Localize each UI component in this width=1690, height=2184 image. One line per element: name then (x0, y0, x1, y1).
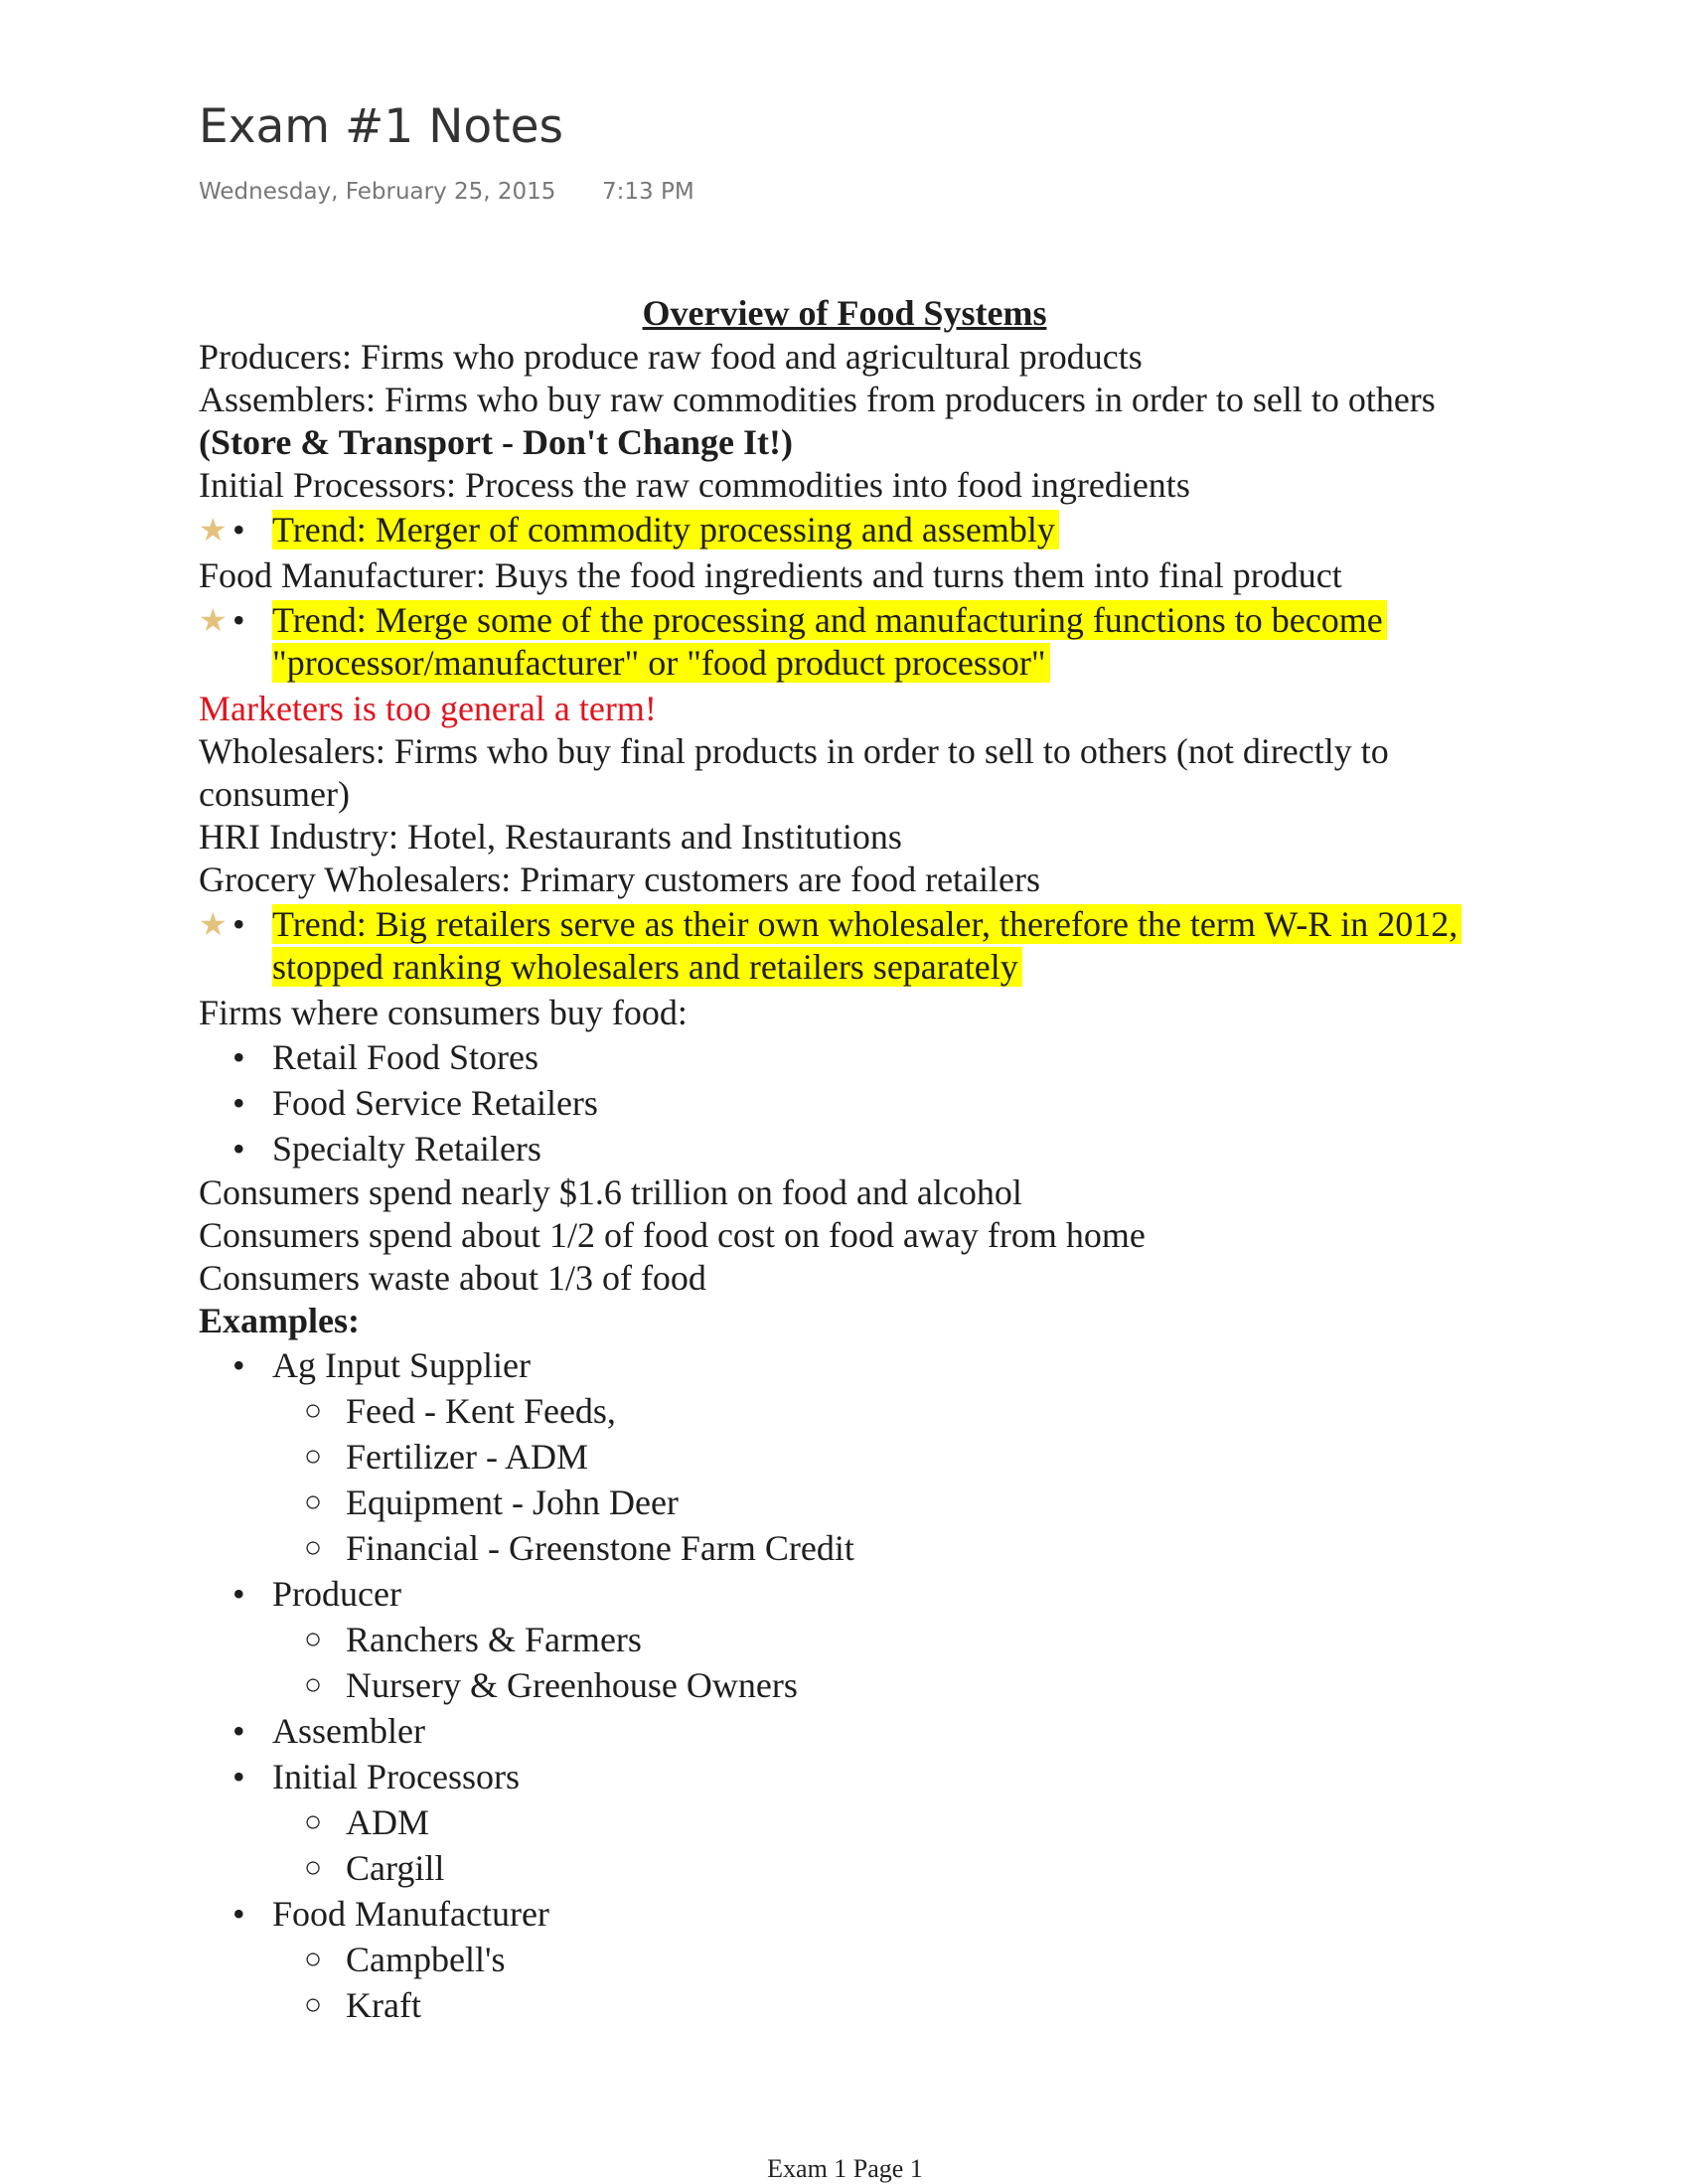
producers-line: Producers: Firms who produce raw food and agricultural products (199, 337, 1143, 377)
spend-line: Consumers spend nearly $1.6 trillion on food and alcohol (199, 1172, 1022, 1212)
firms-list (199, 1034, 1490, 1171)
list-item-label: Food Service Retailers (272, 1083, 598, 1123)
sub-list-item-label: Ranchers & Farmers (346, 1620, 642, 1659)
list-item-label: Ag Input Supplier (272, 1345, 531, 1385)
spend-line: Consumers spend about 1/2 of food cost on food away from home (199, 1215, 1146, 1255)
list-item (232, 1891, 1490, 2028)
circle-bullet-icon: ○ (304, 1531, 323, 1564)
star-icon: ★ (199, 601, 228, 639)
list-item (232, 1034, 1490, 1080)
wholesalers-line: Wholesalers: Firms who buy final products in order to sell to others (not directly to consumer) (199, 731, 1389, 814)
bullet-icon: • (232, 1574, 245, 1614)
list-item (232, 1754, 1490, 1891)
page-date: Wednesday, February 25, 2015 (199, 179, 556, 205)
trend-item (199, 903, 1490, 989)
trend-item (199, 599, 1490, 685)
hri-line: HRI Industry: Hotel, Restaurants and Institutions (199, 817, 902, 857)
circle-bullet-icon: ○ (304, 1943, 323, 1975)
list-item (232, 1571, 1490, 1708)
sub-list-item (304, 1662, 1490, 1708)
sub-list-item (304, 1388, 1490, 1434)
highlighted-trend-text: Trend: Big retailers serve as their own wholesaler, therefore the term W-R in 2012, stopped ranking wholesalers and retailers separately (272, 904, 1461, 987)
circle-bullet-icon: ○ (304, 1485, 323, 1518)
bullet-icon: • (232, 1757, 245, 1796)
bullet-icon: • (232, 510, 245, 549)
sub-list (272, 1799, 1490, 1891)
list-item-label: Retail Food Stores (272, 1037, 538, 1077)
assemblers-bold-text: (Store & Transport - Don't Change It!) (199, 422, 793, 462)
circle-bullet-icon: ○ (304, 1394, 323, 1427)
sub-list-item-label: Equipment - John Deer (346, 1482, 679, 1522)
list-item (232, 1080, 1490, 1126)
note-body (199, 291, 1490, 2028)
page-title: Exam #1 Notes (199, 99, 564, 154)
sub-list-item (304, 1434, 1490, 1480)
sub-list-item (304, 1845, 1490, 1891)
page-time: 7:13 PM (602, 179, 694, 205)
sub-list-item-label: Cargill (346, 1848, 445, 1888)
sub-list-item (304, 1617, 1490, 1662)
section-heading: Overview of Food Systems (642, 293, 1047, 333)
star-icon: ★ (199, 511, 228, 548)
waste-line: Consumers waste about 1/3 of food (199, 1258, 706, 1298)
sub-list-item (304, 1937, 1490, 1982)
bullet-icon: • (232, 1129, 245, 1169)
sub-list-item (304, 1799, 1490, 1845)
list-item-label: Assembler (272, 1711, 425, 1751)
sub-list (272, 1617, 1490, 1708)
list-item-label: Food Manufacturer (272, 1894, 549, 1934)
sub-list-item-label: Kraft (346, 1985, 421, 2025)
firms-line: Firms where consumers buy food: (199, 993, 688, 1032)
trend-item (199, 509, 1490, 551)
examples-list (199, 1342, 1490, 2028)
assemblers-text: Assemblers: Firms who buy raw commodities from producers in order to sell to others (199, 380, 1436, 419)
sub-list-item-label: Nursery & Greenhouse Owners (346, 1665, 798, 1705)
sub-list-item-label: Feed - Kent Feeds, (346, 1391, 616, 1431)
sub-list-item-label: Financial - Greenstone Farm Credit (346, 1528, 854, 1568)
list-item-label: Initial Processors (272, 1757, 520, 1796)
circle-bullet-icon: ○ (304, 1851, 323, 1884)
bullet-icon: • (232, 1711, 245, 1751)
bullet-icon: • (232, 600, 245, 640)
page-footer: Exam 1 Page 1 (767, 2154, 923, 2183)
sub-list (272, 1388, 1490, 1571)
circle-bullet-icon: ○ (304, 1988, 323, 2021)
list-item-label: Producer (272, 1574, 401, 1614)
list-item-label: Specialty Retailers (272, 1129, 541, 1169)
circle-bullet-icon: ○ (304, 1623, 323, 1655)
circle-bullet-icon: ○ (304, 1668, 323, 1701)
highlighted-trend-text: Trend: Merge some of the processing and manufacturing functions to become "processor/manufacturer" or "food product processor" (272, 600, 1387, 683)
sub-list-item-label: ADM (346, 1802, 430, 1842)
star-icon: ★ (199, 905, 228, 943)
circle-bullet-icon: ○ (304, 1440, 323, 1473)
list-item (232, 1708, 1490, 1754)
sub-list-item-label: Campbell's (346, 1940, 506, 1979)
bullet-icon: • (232, 1083, 245, 1123)
sub-list-item (304, 1982, 1490, 2028)
list-item (232, 1126, 1490, 1171)
sub-list-item (304, 1525, 1490, 1571)
bullet-icon: • (232, 1894, 245, 1934)
bullet-icon: • (232, 1345, 245, 1385)
grocery-line: Grocery Wholesalers: Primary customers are food retailers (199, 859, 1041, 899)
bullet-icon: • (232, 1037, 245, 1077)
marketers-note: Marketers is too general a term! (199, 689, 657, 728)
highlighted-trend-text: Trend: Merger of commodity processing and assembly (272, 510, 1059, 549)
assemblers-line (199, 379, 1490, 464)
sub-list (272, 1937, 1490, 2028)
list-item (232, 1342, 1490, 1571)
initial-processors-line: Initial Processors: Process the raw commodities into food ingredients (199, 465, 1190, 505)
sub-list-item-label: Fertilizer - ADM (346, 1437, 588, 1477)
circle-bullet-icon: ○ (304, 1805, 323, 1838)
food-manufacturer-line: Food Manufacturer: Buys the food ingredients and turns them into final product (199, 555, 1342, 595)
sub-list-item (304, 1480, 1490, 1525)
bullet-icon: • (232, 904, 245, 944)
examples-heading: Examples: (199, 1301, 360, 1340)
